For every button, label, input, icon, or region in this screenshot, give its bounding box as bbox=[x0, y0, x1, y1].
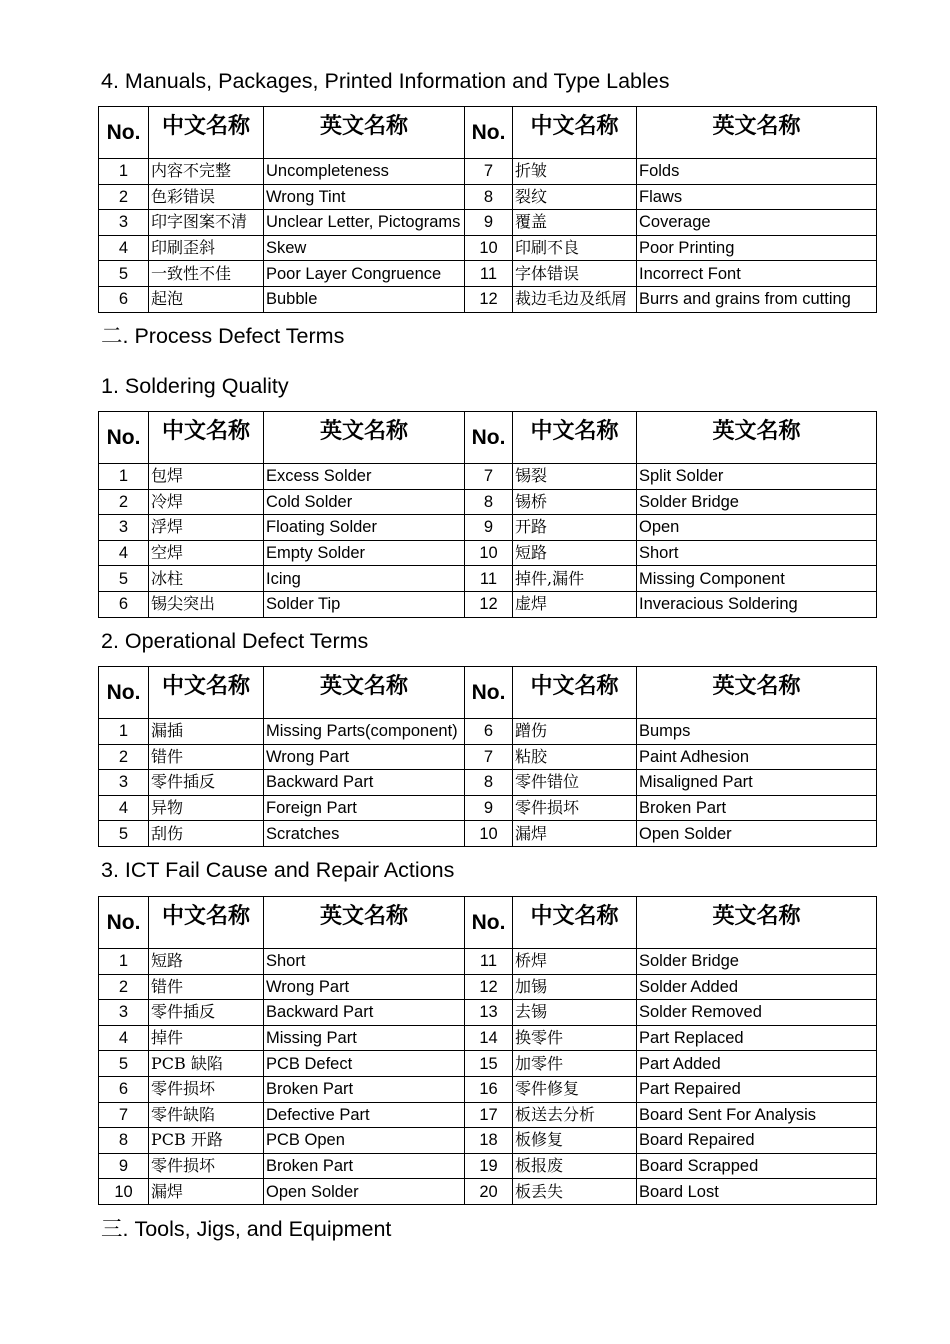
table-row bbox=[99, 286, 877, 312]
term-chinese: 裁边毛边及纸屑 bbox=[513, 286, 637, 312]
section-heading-operational: 2. Operational Defect Terms bbox=[101, 629, 369, 653]
table-row bbox=[99, 235, 877, 261]
term-chinese: 锡桥 bbox=[513, 489, 637, 515]
term-chinese: 印刷歪斜 bbox=[149, 235, 264, 261]
term-chinese: 错件 bbox=[149, 974, 264, 1000]
term-english: Open bbox=[637, 515, 877, 541]
section-heading-manuals: 4. Manuals, Packages, Printed Information and Type Lables bbox=[101, 69, 670, 93]
term-number: 8 bbox=[465, 489, 513, 515]
term-english: Backward Part bbox=[264, 1000, 465, 1026]
header-english-name: 英文名称 bbox=[264, 107, 465, 159]
table-row bbox=[99, 1128, 877, 1154]
term-english: Backward Part bbox=[264, 770, 465, 796]
table-row bbox=[99, 821, 877, 847]
term-english: Solder Removed bbox=[637, 1000, 877, 1026]
term-chinese: 冰柱 bbox=[149, 566, 264, 592]
term-number: 2 bbox=[99, 489, 149, 515]
term-english: Board Scrapped bbox=[637, 1153, 877, 1179]
term-number: 3 bbox=[99, 770, 149, 796]
term-number: 6 bbox=[465, 719, 513, 745]
header-english-name: 英文名称 bbox=[637, 897, 877, 949]
table-header-row bbox=[99, 897, 877, 949]
term-english: Empty Solder bbox=[264, 540, 465, 566]
header-no: No. bbox=[99, 897, 149, 949]
term-chinese: 印刷不良 bbox=[513, 235, 637, 261]
term-english: Bubble bbox=[264, 286, 465, 312]
term-number: 11 bbox=[465, 566, 513, 592]
term-english: Missing Part bbox=[264, 1025, 465, 1051]
term-english: Open Solder bbox=[637, 821, 877, 847]
term-number: 7 bbox=[465, 159, 513, 185]
header-english-name: 英文名称 bbox=[637, 412, 877, 464]
term-number: 10 bbox=[465, 235, 513, 261]
term-english: Missing Parts(component) bbox=[264, 719, 465, 745]
term-english: Part Replaced bbox=[637, 1025, 877, 1051]
term-number: 9 bbox=[465, 795, 513, 821]
table-row bbox=[99, 974, 877, 1000]
term-number: 1 bbox=[99, 159, 149, 185]
term-chinese: 零件插反 bbox=[149, 1000, 264, 1026]
term-chinese: 错件 bbox=[149, 744, 264, 770]
term-english: Unclear Letter, Pictograms bbox=[264, 210, 465, 236]
header-chinese-name: 中文名称 bbox=[513, 412, 637, 464]
term-chinese: 短路 bbox=[149, 949, 264, 975]
term-number: 1 bbox=[99, 719, 149, 745]
term-chinese: 零件修复 bbox=[513, 1076, 637, 1102]
term-english: Bumps bbox=[637, 719, 877, 745]
term-number: 20 bbox=[465, 1179, 513, 1205]
header-english-name: 英文名称 bbox=[264, 897, 465, 949]
term-english: Defective Part bbox=[264, 1102, 465, 1128]
term-chinese: 零件缺陷 bbox=[149, 1102, 264, 1128]
term-number: 11 bbox=[465, 261, 513, 287]
terms-table-ict bbox=[98, 896, 877, 1205]
term-english: Board Repaired bbox=[637, 1128, 877, 1154]
header-chinese-name: 中文名称 bbox=[513, 107, 637, 159]
term-number: 7 bbox=[465, 744, 513, 770]
table-row bbox=[99, 210, 877, 236]
term-chinese: 漏插 bbox=[149, 719, 264, 745]
term-number: 19 bbox=[465, 1153, 513, 1179]
term-number: 2 bbox=[99, 974, 149, 1000]
term-chinese: 蹭伤 bbox=[513, 719, 637, 745]
table-row bbox=[99, 949, 877, 975]
term-english: Floating Solder bbox=[264, 515, 465, 541]
term-number: 15 bbox=[465, 1051, 513, 1077]
term-number: 1 bbox=[99, 464, 149, 490]
term-number: 10 bbox=[465, 821, 513, 847]
header-english-name: 英文名称 bbox=[264, 412, 465, 464]
term-chinese: 板丢失 bbox=[513, 1179, 637, 1205]
term-chinese: 字体错误 bbox=[513, 261, 637, 287]
term-english: Uncompleteness bbox=[264, 159, 465, 185]
term-chinese: 零件损坏 bbox=[149, 1153, 264, 1179]
term-number: 5 bbox=[99, 1051, 149, 1077]
header-no: No. bbox=[99, 667, 149, 719]
table-row bbox=[99, 489, 877, 515]
section-heading-soldering: 1. Soldering Quality bbox=[101, 374, 289, 398]
term-chinese: 板送去分析 bbox=[513, 1102, 637, 1128]
table-row bbox=[99, 515, 877, 541]
header-no: No. bbox=[465, 412, 513, 464]
table-row bbox=[99, 770, 877, 796]
term-english: Poor Layer Congruence bbox=[264, 261, 465, 287]
term-chinese: 锡尖突出 bbox=[149, 591, 264, 617]
term-english: Misaligned Part bbox=[637, 770, 877, 796]
term-chinese: 漏焊 bbox=[149, 1179, 264, 1205]
section-heading-ict: 3. ICT Fail Cause and Repair Actions bbox=[101, 858, 455, 882]
term-english: Open Solder bbox=[264, 1179, 465, 1205]
term-number: 1 bbox=[99, 949, 149, 975]
table-row bbox=[99, 159, 877, 185]
term-number: 6 bbox=[99, 1076, 149, 1102]
term-number: 6 bbox=[99, 286, 149, 312]
term-chinese: 覆盖 bbox=[513, 210, 637, 236]
term-english: Poor Printing bbox=[637, 235, 877, 261]
term-english: Folds bbox=[637, 159, 877, 185]
term-english: Solder Added bbox=[637, 974, 877, 1000]
term-number: 13 bbox=[465, 1000, 513, 1026]
header-chinese-name: 中文名称 bbox=[149, 107, 264, 159]
terms-table-soldering bbox=[98, 411, 877, 618]
term-chinese: 加锡 bbox=[513, 974, 637, 1000]
term-chinese: 零件损坏 bbox=[149, 1076, 264, 1102]
table-row bbox=[99, 1179, 877, 1205]
term-chinese: 空焊 bbox=[149, 540, 264, 566]
term-english: Cold Solder bbox=[264, 489, 465, 515]
term-number: 9 bbox=[465, 210, 513, 236]
term-english: Paint Adhesion bbox=[637, 744, 877, 770]
term-number: 9 bbox=[465, 515, 513, 541]
term-english: Broken Part bbox=[264, 1153, 465, 1179]
term-number: 14 bbox=[465, 1025, 513, 1051]
term-chinese: 包焊 bbox=[149, 464, 264, 490]
term-chinese: 零件插反 bbox=[149, 770, 264, 796]
term-chinese: 印字图案不清 bbox=[149, 210, 264, 236]
term-english: PCB Defect bbox=[264, 1051, 465, 1077]
term-english: Skew bbox=[264, 235, 465, 261]
table-row bbox=[99, 1102, 877, 1128]
term-chinese: 刮伤 bbox=[149, 821, 264, 847]
term-number: 3 bbox=[99, 515, 149, 541]
term-chinese: 板报废 bbox=[513, 1153, 637, 1179]
term-english: Split Solder bbox=[637, 464, 877, 490]
term-chinese: 掉件,漏件 bbox=[513, 566, 637, 592]
term-chinese: 零件错位 bbox=[513, 770, 637, 796]
table-row bbox=[99, 261, 877, 287]
term-chinese: 起泡 bbox=[149, 286, 264, 312]
term-english: Wrong Tint bbox=[264, 184, 465, 210]
term-chinese: PCB 开路 bbox=[149, 1128, 264, 1154]
term-english: Coverage bbox=[637, 210, 877, 236]
term-chinese: 漏焊 bbox=[513, 821, 637, 847]
term-chinese: 零件损坏 bbox=[513, 795, 637, 821]
term-number: 2 bbox=[99, 744, 149, 770]
term-chinese: 内容不完整 bbox=[149, 159, 264, 185]
table-row bbox=[99, 464, 877, 490]
term-number: 5 bbox=[99, 821, 149, 847]
term-number: 18 bbox=[465, 1128, 513, 1154]
table-row bbox=[99, 1153, 877, 1179]
term-number: 4 bbox=[99, 1025, 149, 1051]
term-english: Burrs and grains from cutting bbox=[637, 286, 877, 312]
term-chinese: 异物 bbox=[149, 795, 264, 821]
header-chinese-name: 中文名称 bbox=[149, 412, 264, 464]
term-english: Part Repaired bbox=[637, 1076, 877, 1102]
term-english: Broken Part bbox=[637, 795, 877, 821]
term-number: 4 bbox=[99, 540, 149, 566]
term-number: 5 bbox=[99, 261, 149, 287]
term-english: Wrong Part bbox=[264, 974, 465, 1000]
header-chinese-name: 中文名称 bbox=[149, 667, 264, 719]
table-row bbox=[99, 795, 877, 821]
term-number: 12 bbox=[465, 974, 513, 1000]
term-chinese: 裂纹 bbox=[513, 184, 637, 210]
term-chinese: 短路 bbox=[513, 540, 637, 566]
term-chinese: PCB 缺陷 bbox=[149, 1051, 264, 1077]
term-english: Wrong Part bbox=[264, 744, 465, 770]
term-english: Solder Bridge bbox=[637, 949, 877, 975]
term-number: 17 bbox=[465, 1102, 513, 1128]
header-english-name: 英文名称 bbox=[637, 107, 877, 159]
table-header-row bbox=[99, 412, 877, 464]
term-english: Inveracious Soldering bbox=[637, 591, 877, 617]
term-chinese: 锡裂 bbox=[513, 464, 637, 490]
term-english: Board Lost bbox=[637, 1179, 877, 1205]
term-english: Icing bbox=[264, 566, 465, 592]
table-row bbox=[99, 540, 877, 566]
term-number: 3 bbox=[99, 1000, 149, 1026]
term-english: Foreign Part bbox=[264, 795, 465, 821]
header-no: No. bbox=[99, 412, 149, 464]
term-number: 8 bbox=[465, 770, 513, 796]
term-chinese: 板修复 bbox=[513, 1128, 637, 1154]
term-english: Missing Component bbox=[637, 566, 877, 592]
term-chinese: 冷焊 bbox=[149, 489, 264, 515]
term-chinese: 虚焊 bbox=[513, 591, 637, 617]
term-english: Solder Bridge bbox=[637, 489, 877, 515]
term-chinese: 一致性不佳 bbox=[149, 261, 264, 287]
header-chinese-name: 中文名称 bbox=[149, 897, 264, 949]
term-number: 2 bbox=[99, 184, 149, 210]
header-chinese-name: 中文名称 bbox=[513, 897, 637, 949]
term-chinese: 开路 bbox=[513, 515, 637, 541]
table-row bbox=[99, 719, 877, 745]
term-number: 11 bbox=[465, 949, 513, 975]
header-no: No. bbox=[465, 667, 513, 719]
term-chinese: 粘胶 bbox=[513, 744, 637, 770]
table-row bbox=[99, 744, 877, 770]
term-english: Flaws bbox=[637, 184, 877, 210]
term-number: 5 bbox=[99, 566, 149, 592]
term-english: Scratches bbox=[264, 821, 465, 847]
header-no: No. bbox=[465, 107, 513, 159]
term-number: 8 bbox=[465, 184, 513, 210]
term-number: 9 bbox=[99, 1153, 149, 1179]
term-number: 16 bbox=[465, 1076, 513, 1102]
term-number: 7 bbox=[99, 1102, 149, 1128]
term-english: Solder Tip bbox=[264, 591, 465, 617]
term-english: Excess Solder bbox=[264, 464, 465, 490]
term-english: Incorrect Font bbox=[637, 261, 877, 287]
table-row bbox=[99, 1025, 877, 1051]
term-chinese: 加零件 bbox=[513, 1051, 637, 1077]
term-number: 10 bbox=[465, 540, 513, 566]
terms-table-operational bbox=[98, 666, 877, 847]
term-chinese: 浮焊 bbox=[149, 515, 264, 541]
header-english-name: 英文名称 bbox=[264, 667, 465, 719]
term-english: Part Added bbox=[637, 1051, 877, 1077]
term-number: 10 bbox=[99, 1179, 149, 1205]
term-number: 3 bbox=[99, 210, 149, 236]
terms-table-manuals bbox=[98, 106, 877, 313]
header-english-name: 英文名称 bbox=[637, 667, 877, 719]
section-heading-tools: 三. Tools, Jigs, and Equipment bbox=[101, 1217, 392, 1241]
table-row bbox=[99, 184, 877, 210]
section-heading-process: 二. Process Defect Terms bbox=[101, 324, 345, 348]
term-number: 4 bbox=[99, 795, 149, 821]
header-chinese-name: 中文名称 bbox=[513, 667, 637, 719]
term-english: Short bbox=[264, 949, 465, 975]
term-english: Broken Part bbox=[264, 1076, 465, 1102]
header-no: No. bbox=[99, 107, 149, 159]
header-no: No. bbox=[465, 897, 513, 949]
term-chinese: 换零件 bbox=[513, 1025, 637, 1051]
term-chinese: 色彩错误 bbox=[149, 184, 264, 210]
term-number: 12 bbox=[465, 286, 513, 312]
term-number: 12 bbox=[465, 591, 513, 617]
table-row bbox=[99, 591, 877, 617]
term-number: 8 bbox=[99, 1128, 149, 1154]
term-chinese: 折皱 bbox=[513, 159, 637, 185]
term-number: 4 bbox=[99, 235, 149, 261]
table-header-row bbox=[99, 667, 877, 719]
term-english: Short bbox=[637, 540, 877, 566]
term-english: PCB Open bbox=[264, 1128, 465, 1154]
table-row bbox=[99, 1076, 877, 1102]
term-english: Board Sent For Analysis bbox=[637, 1102, 877, 1128]
table-row bbox=[99, 566, 877, 592]
term-chinese: 桥焊 bbox=[513, 949, 637, 975]
table-row bbox=[99, 1051, 877, 1077]
term-number: 7 bbox=[465, 464, 513, 490]
term-chinese: 掉件 bbox=[149, 1025, 264, 1051]
term-number: 6 bbox=[99, 591, 149, 617]
term-chinese: 去锡 bbox=[513, 1000, 637, 1026]
table-row bbox=[99, 1000, 877, 1026]
table-header-row bbox=[99, 107, 877, 159]
